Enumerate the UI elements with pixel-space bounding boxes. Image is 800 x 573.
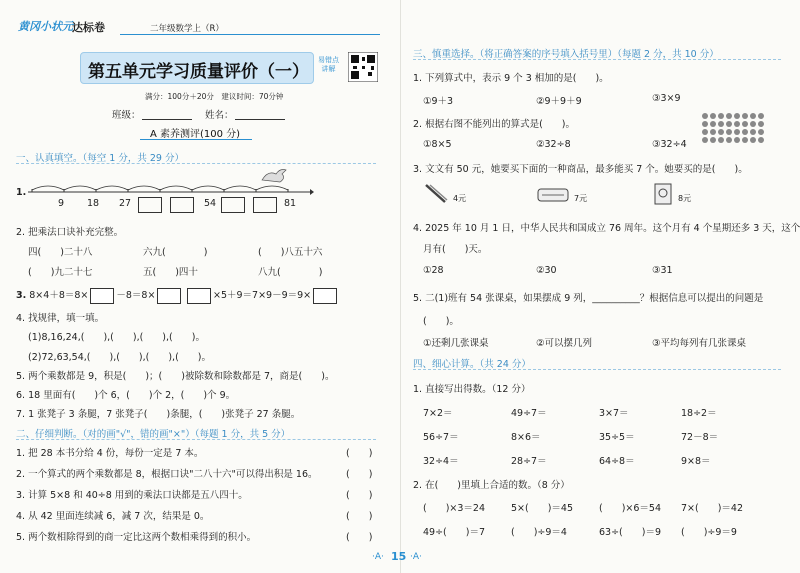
answer-box[interactable] <box>313 288 337 304</box>
q2-blank[interactable]: 四( )二十八 <box>28 247 93 258</box>
fill-item[interactable]: 63÷( )＝9 <box>599 527 662 538</box>
choice-q4-line1: 4. 2025 年 10 月 1 日，中华人民共和国成立 76 周年。这个月有 4 个星期还多 3 天，这个 <box>413 223 800 234</box>
fill-item[interactable]: 5×( )＝45 <box>511 503 574 514</box>
calc-item[interactable]: 3×7＝ <box>599 408 629 419</box>
header-rule <box>120 34 380 35</box>
q2-blank[interactable]: ( )九二十七 <box>28 267 93 278</box>
calc-item[interactable]: 35÷5＝ <box>599 432 635 443</box>
calc-item[interactable]: 28÷7＝ <box>511 456 547 467</box>
choice-q4-line2: 月有( )天。 <box>423 244 488 255</box>
fill-item[interactable]: ( )÷9＝4 <box>511 527 567 538</box>
answer-box[interactable] <box>90 288 114 304</box>
price-tag: 4元 <box>453 194 467 203</box>
class-label: 班级： <box>112 110 141 121</box>
tick-54: 54 <box>204 198 217 209</box>
calc-item[interactable]: 64÷8＝ <box>599 456 635 467</box>
q4-sequence-2[interactable]: (2)72,63,54,( ),( ),( ),( )。 <box>28 352 211 363</box>
part1-heading: 一、认真填空。（每空 1 分，共 29 分） <box>16 153 184 164</box>
page-title: 第五单元学习质量评价（一） <box>88 62 309 82</box>
calc-item[interactable]: 7×2＝ <box>423 408 453 419</box>
q2-blank[interactable]: 六九( ) <box>143 247 208 258</box>
part1-rule <box>16 163 376 164</box>
answer-box[interactable] <box>170 197 194 213</box>
qr-caption <box>318 56 339 74</box>
q6-text[interactable]: 6. 18 里面有( )个 6，( )个 2，( )个 9。 <box>16 390 236 401</box>
q7-text[interactable]: 7. 1 张凳子 3 条腿，7 张凳子( )条腿，( )张凳子 27 条腿。 <box>16 409 301 420</box>
option[interactable]: ③3×9 <box>652 93 681 104</box>
numberline-label: 1. <box>16 187 27 198</box>
judge-answer[interactable]: ( ) <box>346 532 373 543</box>
calc-item[interactable]: 9×8＝ <box>681 456 711 467</box>
option[interactable]: ①8×5 <box>423 139 452 150</box>
answer-box[interactable] <box>221 197 245 213</box>
notebook-icon <box>652 182 674 206</box>
judge-item: 1. 把 28 本书分给 4 份，每份一定是 7 本。 <box>16 448 204 459</box>
q3-part-b: －8＝8× <box>116 290 156 301</box>
part4-rule <box>413 369 781 370</box>
calc-item[interactable]: 49÷7＝ <box>511 408 547 419</box>
part3-rule <box>413 59 781 60</box>
option[interactable]: ③31 <box>652 265 673 276</box>
judge-answer[interactable]: ( ) <box>346 448 373 459</box>
judge-item: 4. 从 42 里面连续减 6，减 7 次，结果是 0。 <box>16 511 210 522</box>
price-tag: 8元 <box>678 194 692 203</box>
q3-num: 3. <box>16 290 27 301</box>
page-number-dots: ·A· <box>372 552 384 562</box>
q5-text[interactable]: 5. 两个乘数都是 9，积是( )；( )被除数和除数都是 7，商是( )。 <box>16 371 335 382</box>
part4-heading: 四、细心计算。（共 24 分） <box>413 359 531 370</box>
series-label: 达标卷 <box>72 21 105 34</box>
qr-code-icon[interactable] <box>348 52 378 82</box>
option[interactable]: ①28 <box>423 265 444 276</box>
answer-box[interactable] <box>187 288 211 304</box>
option[interactable]: ③平均每列有几张课桌 <box>652 338 747 349</box>
section-a-rule <box>140 139 252 140</box>
option[interactable]: ①9＋3 <box>423 96 454 107</box>
tick-9: 9 <box>58 198 65 209</box>
page-number: 15 <box>391 550 407 563</box>
q3-part-a: 8×4＋8＝8× <box>29 290 89 301</box>
option[interactable]: ②9＋9＋9 <box>536 96 582 107</box>
part3-heading: 三、慎重选择。（将正确答案的序号填入括号里）（每题 2 分，共 10 分） <box>413 49 719 60</box>
answer-box[interactable] <box>253 197 277 213</box>
q3-row <box>16 287 183 304</box>
calc-item[interactable]: 32÷4＝ <box>423 456 459 467</box>
judge-answer[interactable]: ( ) <box>346 469 373 480</box>
pen-icon <box>423 182 449 206</box>
option[interactable]: ①还剩几张课桌 <box>423 338 489 349</box>
judge-item: 3. 计算 5×8 和 40÷8 用到的乘法口诀都是五八四十。 <box>16 490 248 501</box>
calc-item[interactable]: 18÷2＝ <box>681 408 717 419</box>
part2-heading: 二、仔细判断。（对的画"√"，错的画"×"）（每题 1 分，共 5 分） <box>16 429 291 440</box>
score-info: 满分：100分＋20分 建议时间：70分钟 <box>145 92 284 101</box>
price-tag: 7元 <box>574 194 588 203</box>
judge-answer[interactable]: ( ) <box>346 511 373 522</box>
q2-blank[interactable]: ( )八五十六 <box>258 247 323 258</box>
option[interactable]: ②30 <box>536 265 557 276</box>
book-subtitle: 二年级数学上（R） <box>150 24 224 34</box>
choice-q5-line2: ( )。 <box>423 316 459 327</box>
option[interactable]: ②可以摆几列 <box>536 338 593 349</box>
choice-q3: 3. 文文有 50 元，她要买下面的一种商品，最多能买 7 个。她要买的是( )。 <box>413 164 748 175</box>
q3-row-2 <box>185 287 339 304</box>
judge-answer[interactable]: ( ) <box>346 490 373 501</box>
choice-q5-line1: 5. 二(1)班有 54 张课桌，如果摆成 9 列，__________？根据信息可以提出的问题是 <box>413 293 764 304</box>
option[interactable]: ③32÷4 <box>652 139 687 150</box>
part2-rule <box>16 439 376 440</box>
calc-q1: 1. 直接写出得数。（12 分） <box>413 384 531 395</box>
option[interactable]: ②32÷8 <box>536 139 571 150</box>
fill-item[interactable]: 7×( )＝42 <box>681 503 744 514</box>
q3-part-c: ×5＋9＝7×9－9＝9× <box>213 290 312 301</box>
q4-sequence-1[interactable]: (1)8,16,24,( ),( ),( ),( )。 <box>28 332 205 343</box>
calc-item[interactable]: 72－8＝ <box>681 432 719 443</box>
calc-item[interactable]: 8×6＝ <box>511 432 541 443</box>
judge-item: 2. 一个算式的两个乘数都是 8，根据口诀"二八十六"可以得出积是 16。 <box>16 469 318 480</box>
q4-text: 4. 找规律，填一填。 <box>16 313 105 324</box>
fill-item[interactable]: ( )×6＝54 <box>599 503 662 514</box>
section-a-title: A 素养测评(100 分) <box>150 129 241 140</box>
fill-item[interactable]: ( )×3＝24 <box>423 503 486 514</box>
name-field[interactable] <box>235 119 285 120</box>
choice-q2: 2. 根据右图不能列出的算式是( )。 <box>413 119 575 130</box>
pencil-case-icon <box>536 186 570 204</box>
page-number-dots: ·A· <box>410 552 422 562</box>
q2-blank[interactable]: 五( )四十 <box>143 267 198 278</box>
q2-text: 2. 把乘法口诀补充完整。 <box>16 227 124 238</box>
dot-array-figure <box>701 112 769 146</box>
fill-item[interactable]: ( )÷9＝9 <box>681 527 737 538</box>
qr-caption-line2: 讲解 <box>321 65 336 73</box>
right-page <box>400 0 800 573</box>
series-logo: 黄冈小状元 <box>18 20 73 33</box>
class-field[interactable] <box>142 119 192 120</box>
q2-blank[interactable]: 八九( ) <box>258 267 323 278</box>
answer-box[interactable] <box>138 197 162 213</box>
choice-q1: 1. 下列算式中，表示 9 个 3 相加的是( )。 <box>413 73 609 84</box>
tick-27: 27 <box>119 198 132 209</box>
tick-18: 18 <box>87 198 100 209</box>
kangaroo-icon <box>262 170 286 183</box>
calc-item[interactable]: 56÷7＝ <box>423 432 459 443</box>
fill-item[interactable]: 49÷( )＝7 <box>423 527 486 538</box>
answer-box[interactable] <box>157 288 181 304</box>
tick-81: 81 <box>284 198 297 209</box>
judge-item: 5. 两个数相除得到的商一定比这两个数相乘得到的积小。 <box>16 532 257 543</box>
name-label: 姓名： <box>205 110 234 121</box>
fill-q2: 2. 在( )里填上合适的数。（8 分） <box>413 480 570 491</box>
qr-caption-line1: 易错点 <box>318 56 339 64</box>
